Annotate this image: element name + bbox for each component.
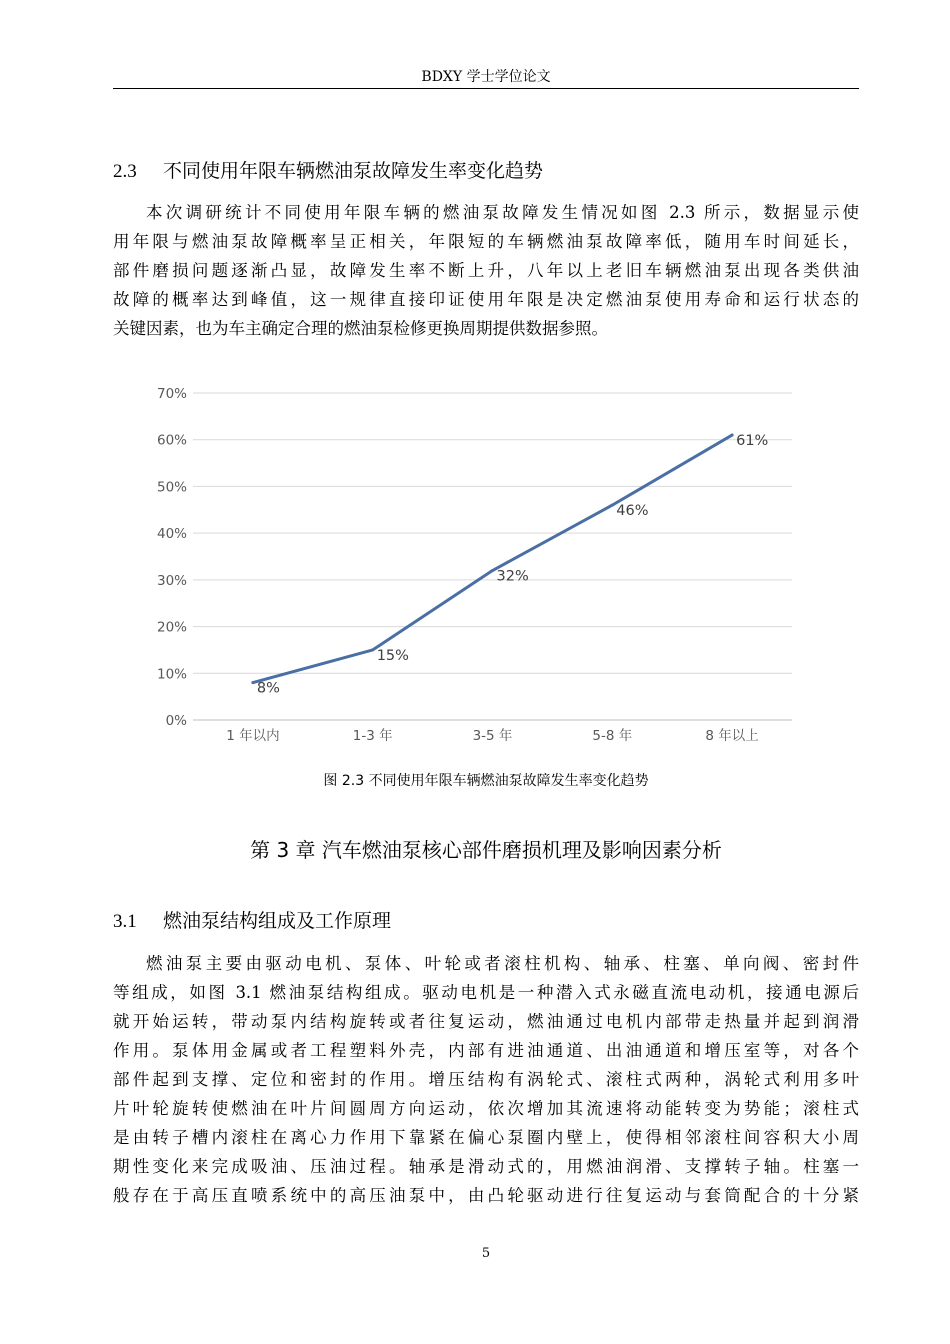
data-point bbox=[731, 434, 734, 437]
chapter-title: 第 3 章 汽车燃油泵核心部件磨损机理及影响因素分析 bbox=[250, 838, 722, 862]
section-number: 2.3 bbox=[113, 161, 137, 182]
figure-caption: 图 2.3 不同使用年限车辆燃油泵故障发生率变化趋势 bbox=[323, 773, 649, 789]
data-label: 32% bbox=[496, 568, 529, 585]
paragraph-2-3 bbox=[113, 198, 859, 343]
paragraph-line: 是由转子槽内滚柱在离心力作用下靠紧在偏心泵圈内壁上，使得相邻滚柱间容积大小周 bbox=[113, 1128, 859, 1147]
y-tick-label: 70% bbox=[156, 386, 187, 402]
paragraph-line: 片叶轮旋转使燃油在叶片间圆周方向运动，依次增加其流速将动能转变为势能；滚柱式 bbox=[113, 1099, 859, 1118]
data-label: 46% bbox=[616, 503, 649, 520]
x-tick-label: 5-8 年 bbox=[592, 728, 633, 744]
page-number: 5 bbox=[481, 1246, 491, 1261]
paragraph-line: 期性变化来完成吸油、压油过程。轴承是滑动式的，用燃油润滑、支撑转子轴。柱塞一 bbox=[113, 1157, 859, 1176]
data-point bbox=[611, 504, 614, 507]
x-tick-label: 3-5 年 bbox=[472, 728, 513, 744]
section-heading-2-3 bbox=[113, 156, 543, 183]
y-tick-label: 30% bbox=[156, 572, 187, 589]
paragraph-line: 关键因素，也为车主确定合理的燃油泵检修更换周期提供数据参照。 bbox=[113, 319, 608, 338]
header-rule bbox=[113, 88, 859, 89]
y-tick-label: 50% bbox=[156, 479, 187, 496]
chart-svg bbox=[150, 380, 810, 750]
paragraph-line: 部件起到支撑、定位和密封的作用。增压结构有涡轮式、滚柱式两种，涡轮式利用多叶 bbox=[113, 1070, 859, 1089]
y-tick-label: 60% bbox=[156, 432, 187, 449]
paragraph-3-1 bbox=[113, 949, 859, 1210]
paragraph-line: 燃油泵主要由驱动电机、泵体、叶轮或者滚柱机构、轴承、柱塞、单向阀、密封件 bbox=[146, 954, 859, 973]
data-label: 61% bbox=[736, 433, 769, 450]
section-heading-3-1 bbox=[113, 906, 391, 933]
x-tick-label: 1 年以内 bbox=[226, 728, 280, 744]
data-point bbox=[371, 648, 374, 651]
data-label: 8% bbox=[256, 680, 280, 697]
y-tick-label: 0% bbox=[165, 713, 187, 729]
paragraph-line: 部件磨损问题逐渐凸显，故障发生率不断上升，八年以上老旧车辆燃油泵出现各类供油 bbox=[113, 261, 859, 280]
page-header: BDXY 学士学位论文 bbox=[421, 69, 551, 85]
paragraph-line: 就开始运转，带动泵内结构旋转或者往复运动，燃油通过电机内部带走热量并起到润滑 bbox=[113, 1012, 859, 1031]
paragraph-line: 等组成，如图 3.1 燃油泵结构组成。驱动电机是一种潜入式永磁直流电动机，接通电源后 bbox=[113, 983, 859, 1002]
paragraph-line: 般存在于高压直喷系统中的高压油泵中，由凸轮驱动进行往复运动与套筒配合的十分紧 bbox=[113, 1186, 859, 1205]
paragraph-line: 作用。泵体用金属或者工程塑料外壳，内部有进油通道、出油通道和增压室等，对各个 bbox=[113, 1041, 859, 1060]
series-line bbox=[253, 435, 732, 683]
data-label: 15% bbox=[376, 647, 409, 664]
section-title: 燃油泵结构组成及工作原理 bbox=[163, 910, 392, 932]
paragraph-line: 故障的概率达到峰值，这一规律直接印证使用年限是决定燃油泵使用寿命和运行状态的 bbox=[113, 290, 859, 309]
section-number: 3.1 bbox=[113, 911, 137, 932]
x-tick-label: 8 年以上 bbox=[705, 728, 759, 744]
section-title: 不同使用年限车辆燃油泵故障发生率变化趋势 bbox=[163, 160, 544, 182]
y-tick-label: 10% bbox=[156, 666, 187, 683]
line-chart bbox=[150, 380, 810, 750]
data-point bbox=[251, 681, 254, 684]
y-tick-label: 20% bbox=[156, 619, 187, 636]
data-point bbox=[491, 569, 494, 572]
paragraph-line: 本次调研统计不同使用年限车辆的燃油泵故障发生情况如图 2.3 所示，数据显示使 bbox=[146, 203, 859, 222]
paragraph-line: 用年限与燃油泵故障概率呈正相关，年限短的车辆燃油泵故障率低，随用车时间延长， bbox=[113, 232, 859, 251]
y-tick-label: 40% bbox=[156, 526, 187, 543]
x-tick-label: 1-3 年 bbox=[352, 728, 393, 744]
